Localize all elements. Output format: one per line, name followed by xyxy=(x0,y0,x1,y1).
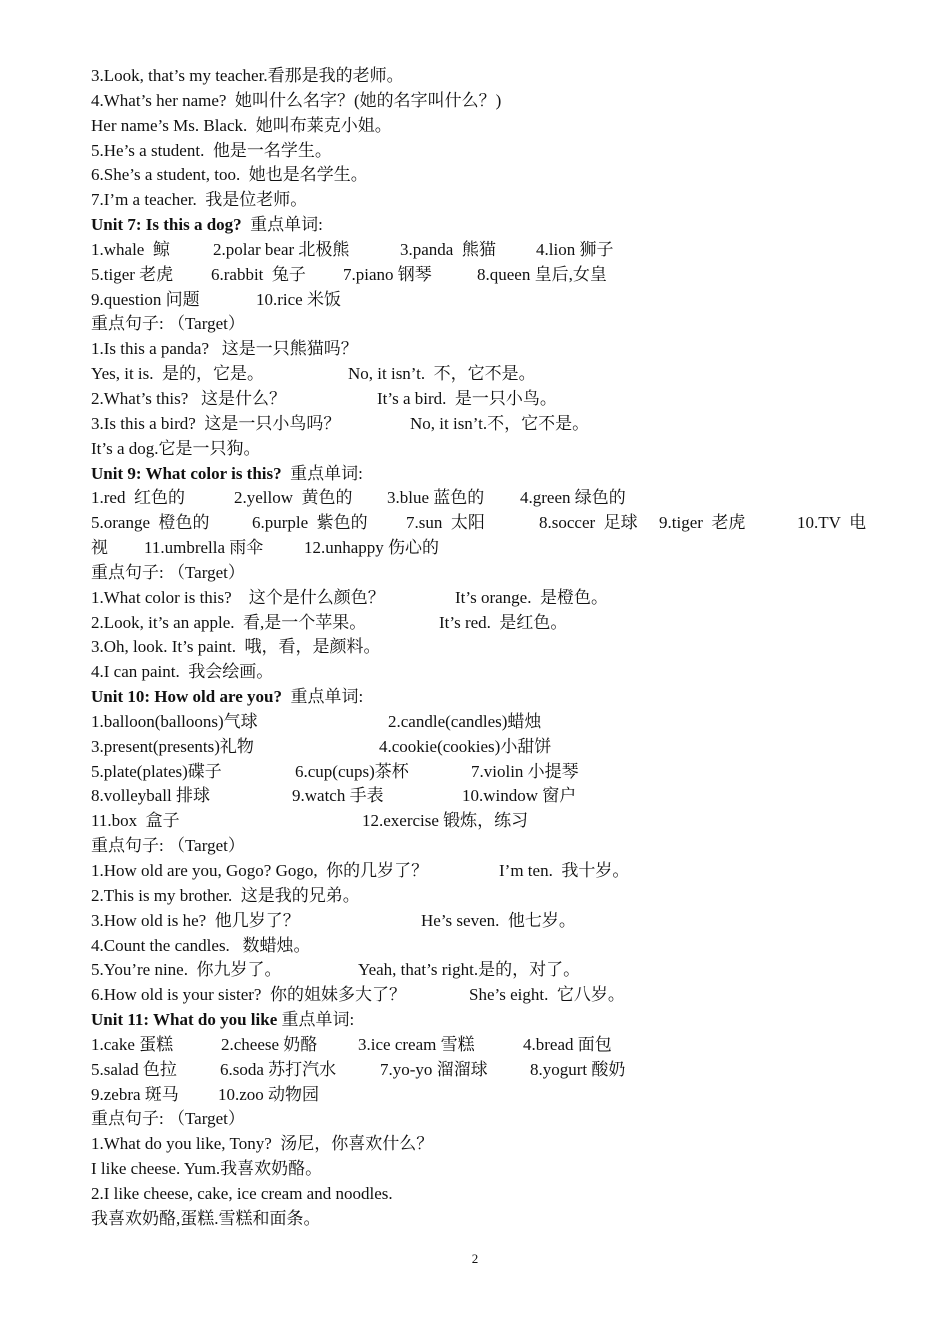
word-item: 2.polar bear 北极熊 xyxy=(213,239,350,259)
sentence-row xyxy=(91,1132,881,1157)
word-row xyxy=(91,511,881,536)
word-item: 6.purple 紫色的 xyxy=(252,513,368,533)
word-item: 11.umbrella 雨伞 xyxy=(144,538,264,558)
word-row xyxy=(91,263,881,288)
word-item: 6.cup(cups)茶杯 xyxy=(295,761,409,781)
word-item: 3.present(presents)礼物 xyxy=(91,736,254,756)
key-words-label: 重点单词: xyxy=(290,687,364,707)
sentence-row xyxy=(91,635,881,660)
sentence: Yes, it is. 是的，它是。 xyxy=(91,364,265,384)
word-item: 10.TV 电 xyxy=(797,513,867,533)
sentence: It’s a dog.它是一只狗。 xyxy=(91,438,261,458)
word-row xyxy=(91,1058,881,1083)
word-item: 8.yogurt 酸奶 xyxy=(530,1059,626,1079)
target-label: 重点句子: （Target） xyxy=(91,1109,245,1129)
sentence: It’s a bird. 是一只小鸟。 xyxy=(377,388,557,408)
word-item: 8.volleyball 排球 xyxy=(91,786,210,806)
sentence: No, it isn’t.不，它不是。 xyxy=(410,413,590,433)
sentence: 4.I can paint. 我会绘画。 xyxy=(91,662,274,682)
word-item: 4.cookie(cookies)小甜饼 xyxy=(379,736,552,756)
word-item: 4.lion 狮子 xyxy=(536,239,614,259)
sentence-row xyxy=(91,586,881,611)
word-item: 5.orange 橙色的 xyxy=(91,513,210,533)
word-item: 7.piano 钢琴 xyxy=(343,264,432,284)
sentence: 2.Look, it’s an apple. 看,是一个苹果。 xyxy=(91,612,367,632)
page-number: 2 xyxy=(471,1251,479,1266)
word-row xyxy=(91,760,881,785)
word-item: 9.watch 手表 xyxy=(292,786,384,806)
sentence: 2.I like cheese, cake, ice cream and noodles. xyxy=(91,1183,393,1203)
sentence-row xyxy=(91,387,881,412)
sentence: It’s orange. 是橙色。 xyxy=(455,587,608,607)
sentence-row xyxy=(91,337,881,362)
word-item: 8.soccer 足球 xyxy=(539,513,638,533)
unit-9-heading xyxy=(91,462,881,487)
sentence-row xyxy=(91,611,881,636)
sentence: 6.How old is your sister? 你的姐妹多大了？ xyxy=(91,985,406,1005)
word-item: 2.cheese 奶酪 xyxy=(221,1034,318,1054)
word-item: 1.balloon(balloons)气球 xyxy=(91,711,258,731)
word-item: 7.sun 太阳 xyxy=(406,513,485,533)
word-row xyxy=(91,486,881,511)
sentence: No, it isn’t. 不，它不是。 xyxy=(348,364,536,384)
word-item: 1.red 红色的 xyxy=(91,488,185,508)
sentence: I like cheese. Yum.我喜欢奶酪。 xyxy=(91,1159,323,1179)
word-row xyxy=(91,1083,881,1108)
sentence: It’s red. 是红色。 xyxy=(439,612,568,632)
unit-title: Unit 9: What color is this? xyxy=(91,463,282,483)
sentence: 2.What’s this? 这是什么？ xyxy=(91,388,287,408)
key-words-label: 重点单词: xyxy=(290,463,363,483)
text-line: 4.What’s her name? 她叫什么名字？(她的名字叫什么？) xyxy=(91,90,502,110)
unit-title: Unit 10: How old are you? xyxy=(91,687,282,707)
word-item: 视 xyxy=(91,538,108,558)
word-item: 11.box 盒子 xyxy=(91,811,180,831)
word-item: 12.unhappy 伤心的 xyxy=(304,538,440,558)
word-item: 6.soda 苏打汽水 xyxy=(220,1059,337,1079)
word-item: 6.rabbit 兔子 xyxy=(211,264,306,284)
word-item: 1.cake 蛋糕 xyxy=(91,1034,174,1054)
word-item: 9.tiger 老虎 xyxy=(659,513,746,533)
sentence-row xyxy=(91,1157,881,1182)
sentence: He’s seven. 他七岁。 xyxy=(421,910,576,930)
text-line: 7.I’m a teacher. 我是位老师。 xyxy=(91,190,308,210)
word-row xyxy=(91,809,881,834)
key-words-label: 重点单词: xyxy=(281,1010,355,1030)
sentence-row xyxy=(91,983,881,1008)
word-item: 12.exercise 锻炼，练习 xyxy=(362,811,529,831)
word-item: 5.salad 色拉 xyxy=(91,1059,177,1079)
text-line: Her name’s Ms. Black. 她叫布莱克小姐。 xyxy=(91,115,392,135)
word-item: 7.yo-yo 溜溜球 xyxy=(380,1059,488,1079)
sentence: 1.Is this a panda? 这是一只熊猫吗？ xyxy=(91,339,358,359)
word-row xyxy=(91,784,881,809)
sentence: She’s eight. 它八岁。 xyxy=(469,985,625,1005)
text-line: 3.Look, that’s my teacher.看那是我的老师。 xyxy=(91,66,404,85)
word-item: 3.ice cream 雪糕 xyxy=(358,1034,475,1054)
sentence: 我喜欢奶酪,蛋糕.雪糕和面条。 xyxy=(91,1208,321,1228)
word-row xyxy=(91,288,881,313)
unit-11-heading xyxy=(91,1008,881,1033)
word-item: 9.question 问题 xyxy=(91,289,200,309)
unit-10-heading xyxy=(91,685,881,710)
sentence: Yeah, that’s right.是的，对了。 xyxy=(358,960,581,980)
sentence: 1.What color is this? 这个是什么颜色？ xyxy=(91,587,385,607)
sentence-row xyxy=(91,859,881,884)
key-words-label: 重点单词: xyxy=(250,215,323,235)
sentence-row xyxy=(91,958,881,983)
sentence-row xyxy=(91,1182,881,1207)
word-row xyxy=(91,536,881,561)
sentence: 3.Oh, look. It’s paint. 哦，看，是颜料。 xyxy=(91,637,381,657)
word-row xyxy=(91,1033,881,1058)
word-item: 3.panda 熊猫 xyxy=(400,239,496,259)
sentence: 3.How old is he? 他几岁了？ xyxy=(91,910,300,930)
word-item: 10.rice 米饭 xyxy=(256,289,341,309)
sentence: 5.You’re nine. 你九岁了。 xyxy=(91,960,282,980)
word-item: 1.whale 鲸 xyxy=(91,239,170,259)
unit-7-heading xyxy=(91,213,881,238)
word-item: 5.tiger 老虎 xyxy=(91,264,174,284)
sentence: 1.How old are you, Gogo? Gogo, 你的几岁了？ xyxy=(91,861,429,880)
word-row xyxy=(91,238,881,263)
word-item: 2.candle(candles)蜡烛 xyxy=(388,711,542,731)
text-line: 6.She’s a student, too. 她也是名学生。 xyxy=(91,165,368,185)
word-item: 9.zebra 斑马 xyxy=(91,1084,179,1104)
unit-title: Unit 11: What do you like xyxy=(91,1010,278,1030)
sentence-row xyxy=(91,437,881,462)
sentence: 4.Count the candles. 数蜡烛。 xyxy=(91,935,311,955)
word-row xyxy=(91,710,881,735)
sentence-row xyxy=(91,1207,881,1232)
sentence: 3.Is this a bird? 这是一只小鸟吗？ xyxy=(91,413,341,433)
sentence-row xyxy=(91,412,881,437)
sentence: 1.What do you like, Tony? 汤尼，你喜欢什么？ xyxy=(91,1134,434,1154)
sentence-row xyxy=(91,660,881,685)
sentence-row xyxy=(91,909,881,934)
text-line: 5.He’s a student. 他是一名学生。 xyxy=(91,140,332,160)
word-item: 8.queen 皇后,女皇 xyxy=(477,264,607,284)
word-item: 5.plate(plates)碟子 xyxy=(91,761,222,781)
unit-title: Unit 7: Is this a dog? xyxy=(91,215,242,235)
target-label: 重点句子: （Target） xyxy=(91,562,245,582)
target-label: 重点句子: （Target） xyxy=(91,314,245,334)
sentence-row xyxy=(91,934,881,959)
word-item: 7.violin 小提琴 xyxy=(471,761,579,781)
word-item: 4.bread 面包 xyxy=(523,1034,612,1054)
document-page xyxy=(91,64,881,1232)
sentence-row xyxy=(91,884,881,909)
word-item: 10.zoo 动物园 xyxy=(218,1084,320,1104)
word-item: 2.yellow 黄色的 xyxy=(234,488,353,508)
sentence: I’m ten. 我十岁。 xyxy=(499,861,630,880)
word-row xyxy=(91,735,881,760)
word-item: 3.blue 蓝色的 xyxy=(387,488,485,508)
sentence: 2.This is my brother. 这是我的兄弟。 xyxy=(91,885,360,905)
target-label: 重点句子: （Target） xyxy=(91,836,245,856)
sentence-row xyxy=(91,362,881,387)
word-item: 10.window 窗户 xyxy=(462,786,577,806)
word-item: 4.green 绿色的 xyxy=(520,488,626,508)
